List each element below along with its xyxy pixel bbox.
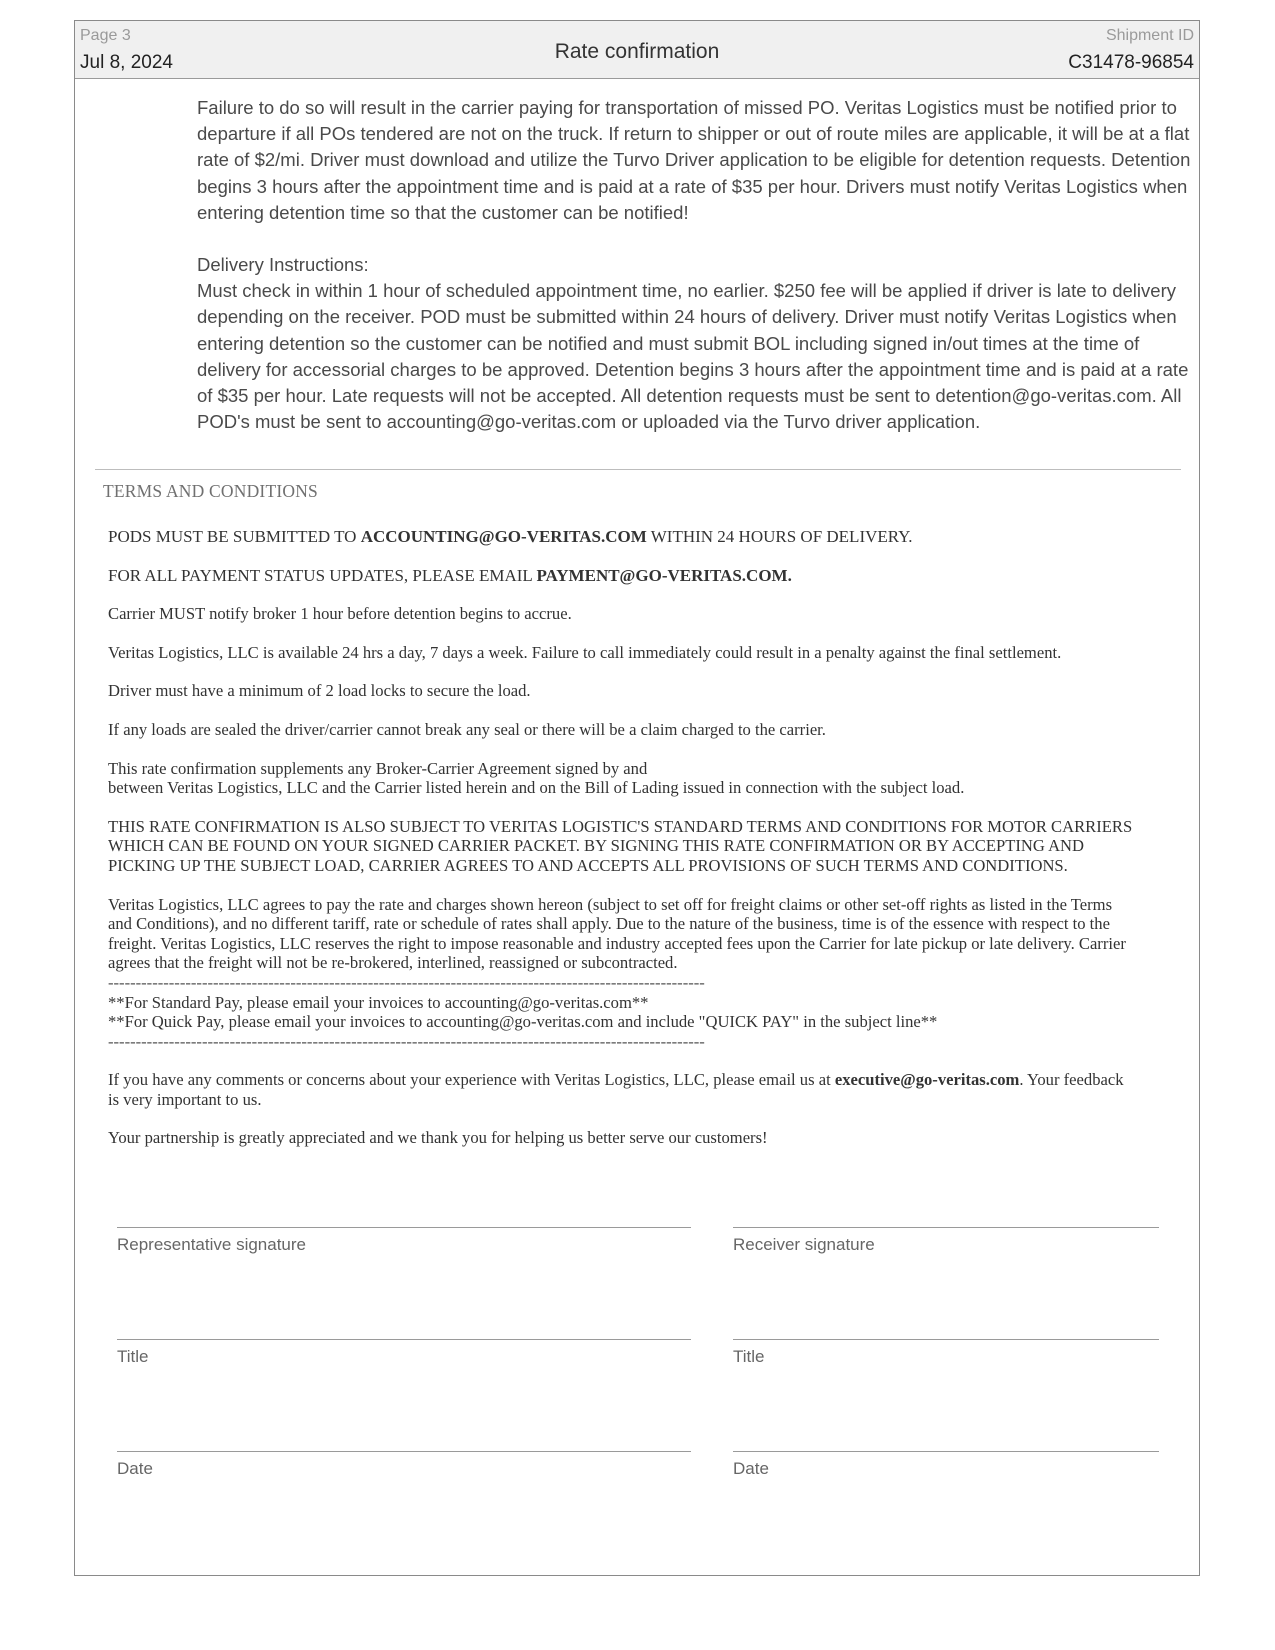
page-number: Page 3 xyxy=(80,27,131,44)
shipment-id: C31478-96854 xyxy=(1068,52,1194,73)
delivery-instructions-text: Must check in within 1 hour of scheduled appointment time, no earlier. $250 fee will be applied if driver is late to delivery depending on the receiver. POD must be submitted within 24 hours of delivery. Driver must notify Veritas Logistics when entering detention so the customer can be notified and must submit BOL including signed in/out times at the time of delivery for accessorial charges to be approved. Detention begins 3 hours after the appointment time and is paid at a rate of $35 per hour. Late requests will not be accepted. All detention requests must be sent to detention@go-veritas.com. All POD's must be sent to accounting@go-veritas.com or uploaded via the Turvo driver application. xyxy=(197,280,1189,433)
dash-separator: ------------------------------------------------------------------------------------------------------------ xyxy=(108,972,705,992)
rep-title-label: Title xyxy=(117,1347,149,1366)
load-locks-notice: Driver must have a minimum of 2 load locks to secure the load. xyxy=(108,681,531,701)
document-title: Rate confirmation xyxy=(554,40,720,63)
payment-agreement: Veritas Logistics, LLC agrees to pay the rate and charges shown hereon (subject to set off for freight claims or other set-off rights as listed in the Terms and Conditions), and no different tariff, rate or schedule of rates shall apply. Due to the nature of the business, time is of the essence with respect to the freight. Veritas Logistics, LLC reserves the right to impose reasonable and industry accepted fees upon the Carrier for late pickup or late delivery. Carrier agrees that the freight will not be re-brokered, interlined, reassigned or subcontracted. xyxy=(108,894,1126,973)
receiver-title-line[interactable] xyxy=(733,1339,1159,1340)
payment-email: PAYMENT@GO-VERITAS.COM. xyxy=(536,565,792,585)
receiver-signature-line[interactable] xyxy=(733,1227,1159,1228)
shipment-id-label: Shipment ID xyxy=(1105,27,1194,44)
feedback-email: executive@go-veritas.com xyxy=(834,1070,1020,1090)
instructions-section xyxy=(197,95,1197,435)
rep-signature-line[interactable] xyxy=(117,1227,691,1228)
page-header xyxy=(75,21,1199,79)
terms-section xyxy=(108,527,1138,1167)
pickup-instructions-text: Failure to do so will result in the carrier paying for transportation of missed PO. Veritas Logistics must be notified prior to departure if all POs tendered are not on the truck. If return to shipper or out of route miles are applicable, it will be at a flat rate of $2/mi. Driver must download and utilize the Turvo Driver application to be eligible for detention requests. Detention begins 3 hours after the appointment time and is paid at a rate of $35 per hour. Drivers must notify Veritas Logistics when entering detention time so that the customer can be notified! xyxy=(197,97,1191,223)
receiver-signature-label: Receiver signature xyxy=(733,1235,875,1254)
receiver-date-line[interactable] xyxy=(733,1451,1159,1452)
standard-terms-notice: THIS RATE CONFIRMATION IS ALSO SUBJECT TO VERITAS LOGISTIC'S STANDARD TERMS AND CONDITIONS FOR MOTOR CARRIERS WHICH CAN BE FOUND ON YOUR SIGNED CARRIER PACKET. BY SIGNING THIS RATE CONFIRMATION OR BY ACCEPTING AND PICKING UP THE SUBJECT LOAD, CARRIER AGREES TO AND ACCEPTS ALL PROVISIONS OF SUCH TERMS AND CONDITIONS. xyxy=(108,816,1133,875)
quick-pay-notice: **For Quick Pay, please email your invoices to accounting@go-veritas.com and include "QUICK PAY" in the subject line** xyxy=(108,1012,938,1032)
pods-email: ACCOUNTING@GO-VERITAS.COM xyxy=(360,527,647,546)
rep-title-line[interactable] xyxy=(117,1339,691,1340)
rep-date-label: Date xyxy=(117,1459,153,1478)
feedback-notice: If you have any comments or concerns about your experience with Veritas Logistics, LLC, please email us at executive@go-veritas.com. Your feedback is very important to us. xyxy=(108,1070,1124,1109)
dash-separator: ------------------------------------------------------------------------------------------------------------ xyxy=(108,1031,705,1051)
detention-notice: Carrier MUST notify broker 1 hour before detention begins to accrue. xyxy=(108,604,572,624)
document-frame xyxy=(74,20,1200,1576)
document-date: Jul 8, 2024 xyxy=(80,52,173,73)
supplement-notice: This rate confirmation supplements any Broker-Carrier Agreement signed by and between Veritas Logistics, LLC and the Carrier listed herein and on the Bill of Lading issued in connection with the subject load. xyxy=(108,758,965,798)
payment-notice: FOR ALL PAYMENT STATUS UPDATES, PLEASE EMAIL PAYMENT@GO-VERITAS.COM. xyxy=(108,565,792,585)
thanks-note: Your partnership is greatly appreciated and we thank you for helping us better serve our customers! xyxy=(108,1128,768,1148)
standard-pay-notice: **For Standard Pay, please email your invoices to accounting@go-veritas.com** xyxy=(108,992,649,1012)
seal-notice: If any loads are sealed the driver/carrier cannot break any seal or there will be a claim charged to the carrier. xyxy=(108,719,826,739)
rep-signature-label: Representative signature xyxy=(117,1235,307,1254)
delivery-instructions-heading: Delivery Instructions: xyxy=(197,254,369,276)
section-divider xyxy=(95,469,1181,470)
terms-heading: TERMS AND CONDITIONS xyxy=(103,481,318,501)
availability-notice: Veritas Logistics, LLC is available 24 hrs a day, 7 days a week. Failure to call immediately could result in a penalty against the final settlement. xyxy=(108,642,1062,662)
receiver-title-label: Title xyxy=(733,1347,765,1366)
rep-date-line[interactable] xyxy=(117,1451,691,1452)
receiver-date-label: Date xyxy=(733,1459,769,1478)
pods-notice: PODS MUST BE SUBMITTED TO ACCOUNTING@GO-VERITAS.COM WITHIN 24 HOURS OF DELIVERY. xyxy=(108,527,913,546)
